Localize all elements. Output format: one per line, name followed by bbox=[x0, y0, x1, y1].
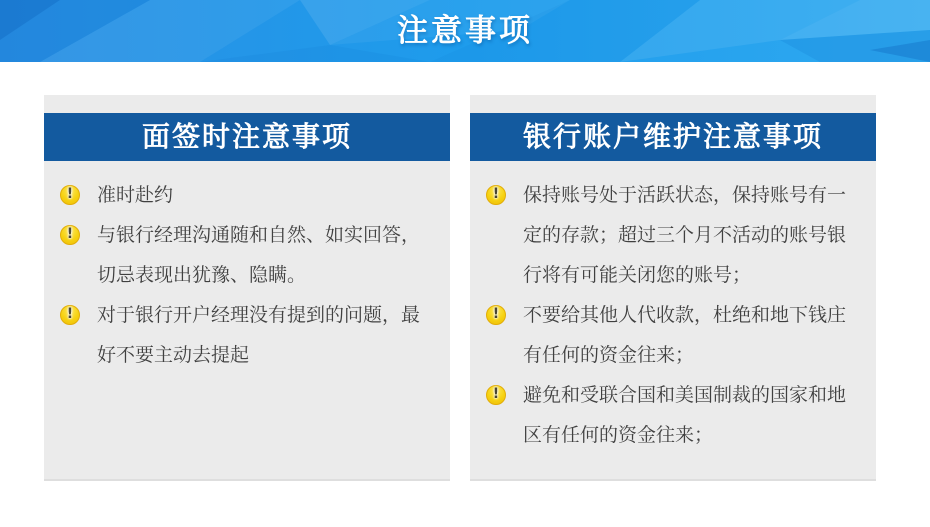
warning-icon: ! bbox=[486, 185, 506, 205]
warning-icon: ! bbox=[486, 385, 506, 405]
notice-text: 与银行经理沟通随和自然、如实回答，切忌表现出犹豫、隐瞒。 bbox=[97, 224, 421, 286]
notice-item bbox=[486, 295, 858, 375]
warning-icon: ! bbox=[60, 305, 80, 325]
notice-item bbox=[60, 295, 432, 375]
warning-icon: ! bbox=[60, 225, 80, 245]
page-title: 注意事项 bbox=[397, 13, 533, 49]
cards-row bbox=[0, 62, 930, 481]
notice-text: 避免和受联合国和美国制裁的国家和地区有任何的资金往来； bbox=[523, 384, 847, 446]
notice-item bbox=[60, 175, 432, 215]
notice-card-interview bbox=[44, 95, 450, 481]
notice-text: 保持账号处于活跃状态，保持账号有一定的存款；超过三个月不活动的账号银行将有可能关闭您的账号； bbox=[523, 184, 847, 286]
notice-card-account-maintenance bbox=[470, 95, 876, 481]
card-body-account-maintenance bbox=[470, 161, 876, 455]
notice-text: 准时赴约 bbox=[97, 184, 174, 206]
notice-item bbox=[486, 175, 858, 295]
notice-text: 不要给其他人代收款，杜绝和地下钱庄有任何的资金往来； bbox=[523, 304, 847, 366]
page-banner bbox=[0, 0, 930, 62]
warning-icon: ! bbox=[486, 305, 506, 325]
warning-icon: ! bbox=[60, 185, 80, 205]
card-body-interview bbox=[44, 161, 450, 375]
card-title-account-maintenance: 银行账户维护注意事项 bbox=[470, 113, 876, 161]
notice-text: 对于银行开户经理没有提到的问题，最好不要主动去提起 bbox=[97, 304, 421, 366]
notice-item bbox=[60, 215, 432, 295]
card-title-interview: 面签时注意事项 bbox=[44, 113, 450, 161]
notice-item bbox=[486, 375, 858, 455]
